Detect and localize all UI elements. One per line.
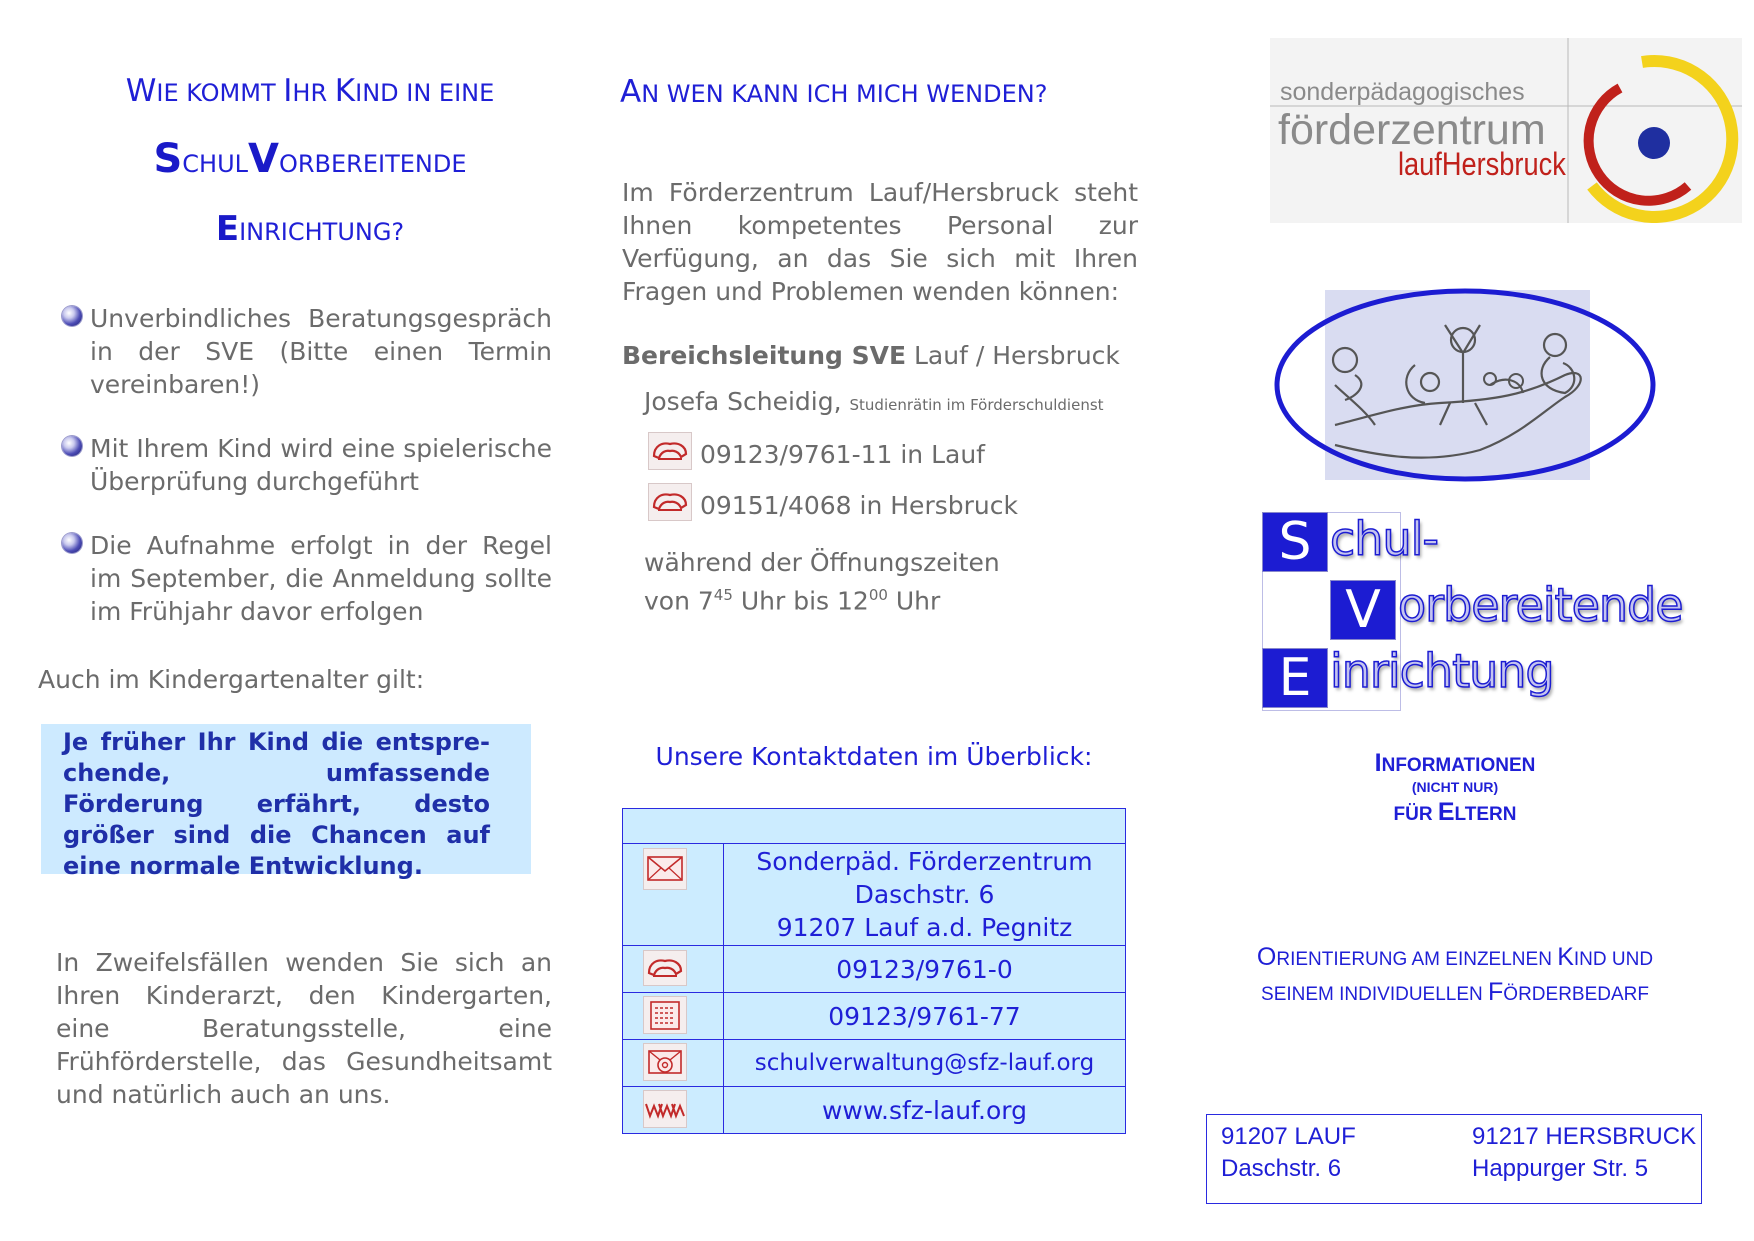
doubt-text: In Zweifelsfällen wenden Sie sich an Ihren Kinderarzt, den Kindergarten, eine Beratungsstelle, eine Frühförderstelle, das Gesundheitsamt und natürlich auch an uns. bbox=[56, 948, 552, 1109]
col1-heading-line3: EINRICHTUNG? bbox=[215, 208, 405, 249]
list-item: Die Aufnahme erfolgt in der Regel im September, die Anmeldung sollte im Frühjahr davor erfolgen bbox=[62, 529, 552, 628]
list-item: Unverbindliches Beratungsgespräch in der SVE (Bitte einen Termin vereinbaren!) bbox=[62, 302, 552, 401]
col2-heading: AN WEN KANN ICH MICH WENDEN? bbox=[620, 74, 1048, 110]
address-hersbruck: 91217 HERSBRUCK Happurger Str. 5 bbox=[1472, 1123, 1697, 1182]
phone-value[interactable]: 09123/9761-0 bbox=[724, 946, 1126, 993]
address-line: Sonderpäd. Förderzentrum bbox=[756, 847, 1093, 876]
address-line: Daschstr. 6 bbox=[854, 880, 995, 909]
highlight-text: Je früher Ihr Kind die entspre-chende, umfassende Förderung erfährt, desto größer sind die Chancen auf eine normale Entwicklung. bbox=[63, 728, 490, 880]
address-box bbox=[1206, 1114, 1702, 1204]
address-line: 91207 Lauf a.d. Pegnitz bbox=[776, 913, 1073, 942]
contact-table bbox=[622, 808, 1126, 1134]
children-hand-illustration bbox=[1265, 285, 1665, 495]
logo-sub-text: laufHersbruck bbox=[1398, 146, 1566, 182]
bullet-dot-icon bbox=[62, 436, 82, 456]
table-row bbox=[623, 1087, 1126, 1134]
logo-main-text: förderzentrum bbox=[1278, 106, 1546, 154]
sve-word-orbereitende: orbereitende bbox=[1398, 578, 1683, 632]
sve-word-inrichtung: inrichtung bbox=[1330, 644, 1554, 698]
sve-wordmark bbox=[1262, 512, 1683, 712]
opening-hours: während der Öffnungszeiten von $7^{45}$ Uhr bis $12^{00}$ Uhr bbox=[644, 548, 1000, 616]
phone-icon bbox=[643, 971, 687, 990]
website-link[interactable]: www.sfz-lauf.org bbox=[724, 1087, 1126, 1134]
phone-hersbruck: 09151/4068 in Hersbruck bbox=[648, 483, 1018, 527]
www-icon bbox=[643, 1113, 687, 1132]
highlight-box bbox=[41, 724, 531, 880]
division-line: Bereichsleitung SVE Lauf / Hersbruck bbox=[622, 341, 1120, 370]
fax-icon bbox=[643, 1019, 687, 1038]
envelope-icon bbox=[643, 875, 687, 894]
col2-intro: Im Förderzentrum Lauf/Hersbruck steht Ihnen kompetentes Personal zur Verfügung, an das Sie sich mit Ihren Fragen und Problemen wenden können: bbox=[622, 178, 1138, 306]
col1-heading-line1: WIE KOMMT IHR KIND IN EINE bbox=[125, 73, 495, 109]
bullet-dot-icon bbox=[62, 533, 82, 553]
contact-title: Unsere Kontaktdaten im Überblick: bbox=[655, 742, 1093, 771]
sve-illustration bbox=[1265, 285, 1665, 495]
phone-icon bbox=[648, 432, 692, 476]
email-link[interactable]: schulverwaltung@sfz-lauf.org bbox=[724, 1040, 1126, 1087]
kita-intro: Auch im Kindergartenalter gilt: bbox=[38, 665, 425, 694]
school-logo bbox=[1270, 38, 1742, 223]
sve-letter-v: V bbox=[1330, 580, 1396, 640]
sve-word-chul: chul- bbox=[1330, 512, 1438, 566]
col1-heading-line2: SCHULVORBEREITENDE bbox=[153, 135, 467, 182]
phone-icon bbox=[648, 483, 692, 527]
list-item: Mit Ihrem Kind wird eine spielerische Überprüfung durchgeführt bbox=[62, 432, 552, 498]
bullet-list bbox=[62, 302, 552, 628]
fax-value: 09123/9761-77 bbox=[724, 993, 1126, 1040]
table-row bbox=[623, 1040, 1126, 1087]
table-row bbox=[623, 809, 1126, 844]
tagline: ORIENTIERUNG AM EINZELNEN KIND UND SEINEM INDIVIDUELLEN FÖRDERBEDARF bbox=[1256, 943, 1654, 1006]
sve-letter-s: S bbox=[1262, 512, 1328, 572]
table-row bbox=[623, 993, 1126, 1040]
contact-person: Josefa Scheidig, Studienrätin im Förderschuldienst bbox=[644, 387, 1104, 416]
bullet-dot-icon bbox=[62, 306, 82, 326]
col1-heading bbox=[40, 62, 580, 261]
table-row bbox=[623, 946, 1126, 993]
email-icon bbox=[643, 1066, 687, 1085]
logo-top-text: sonderpädagogisches bbox=[1280, 78, 1525, 106]
table-row bbox=[623, 844, 1126, 946]
phone-lauf: 09123/9761-11 in Lauf bbox=[648, 432, 985, 476]
info-heading: INFORMATIONEN (NICHT NUR) FÜR ELTERN bbox=[1374, 749, 1536, 826]
sve-letter-e: E bbox=[1262, 648, 1328, 708]
address-lauf: 91207 LAUF Daschstr. 6 bbox=[1221, 1123, 1356, 1182]
